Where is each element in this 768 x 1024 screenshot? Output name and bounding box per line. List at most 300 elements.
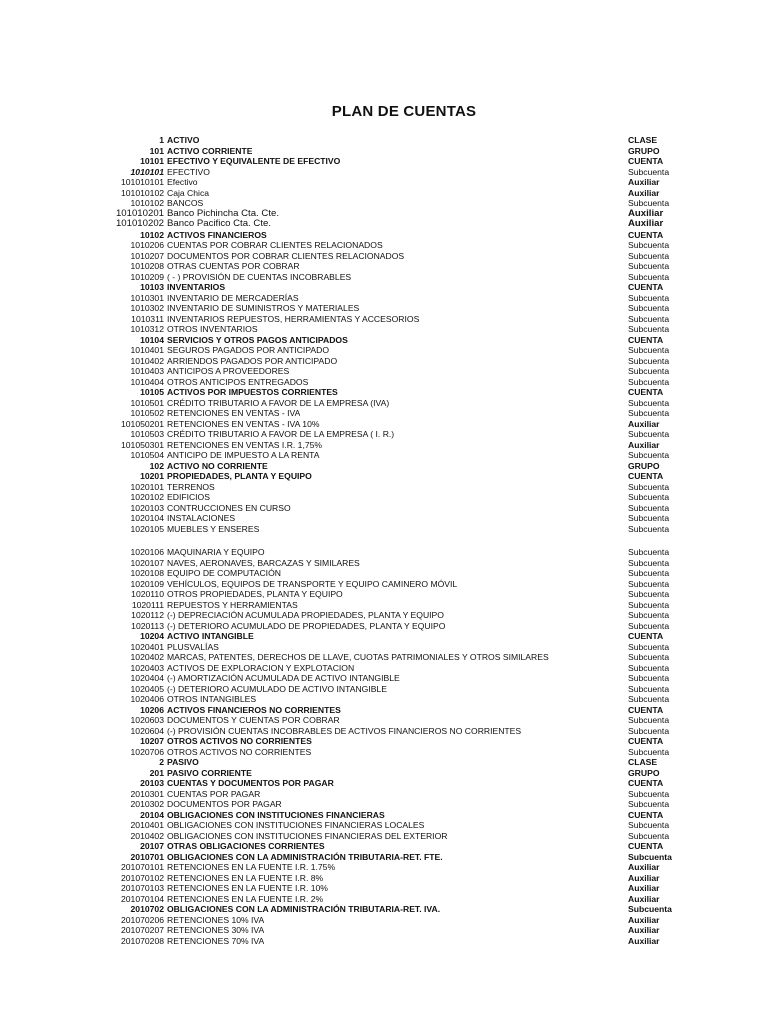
account-type: Subcuenta [628, 610, 670, 620]
account-code: 1020406 [130, 694, 164, 704]
account-code: 1 [159, 135, 164, 145]
account-row [0, 408, 768, 419]
account-type: CUENTA [628, 841, 664, 851]
account-code: 1010301 [130, 292, 164, 303]
account-row [0, 356, 768, 367]
account-row [0, 513, 768, 524]
account-description: VEHÍCULOS, EQUIPOS DE TRANSPORTE Y EQUIPO CAMINERO MÓVIL [167, 578, 458, 589]
account-description: MUEBLES Y ENSERES [167, 523, 260, 534]
account-code: 101010102 [120, 187, 164, 198]
account-description: RETENCIONES EN LA FUENTE I.R. 8% [167, 872, 324, 883]
account-row [0, 177, 768, 188]
account-row [0, 726, 768, 737]
account-row [0, 188, 768, 199]
account-description: OTRAS OBLIGACIONES CORRIENTES [167, 841, 325, 851]
account-description: INVENTARIOS REPUESTOS, HERRAMIENTAS Y ACCESORIOS [167, 313, 420, 324]
account-description: (-) DEPRECIACIÓN ACUMULADA PROPIEDADES, PLANTA Y EQUIPO [167, 610, 444, 620]
account-description: ACTIVOS POR IMPUESTOS CORRIENTES [167, 387, 338, 397]
account-code: 20104 [140, 809, 164, 820]
account-row [0, 314, 768, 325]
account-type: Auxiliar [628, 177, 660, 187]
account-row [0, 652, 768, 663]
account-code: 1020603 [130, 715, 164, 725]
account-code: 102 [149, 460, 164, 471]
account-code: 201070103 [120, 883, 164, 893]
account-type: Auxiliar [628, 418, 660, 429]
account-row [0, 219, 768, 230]
account-type: Subcuenta [628, 355, 670, 366]
account-row [0, 366, 768, 377]
account-code: 1020402 [130, 652, 164, 662]
account-type: Subcuenta [628, 429, 670, 439]
account-type: CUENTA [628, 704, 664, 715]
account-code: 10207 [140, 736, 164, 746]
account-type: Subcuenta [628, 746, 670, 757]
account-row [0, 240, 768, 251]
account-type: Auxiliar [628, 207, 664, 219]
account-code: 101010101 [120, 177, 164, 187]
account-type: Subcuenta [628, 641, 670, 652]
account-description: (-) AMORTIZACIÓN ACUMULADA DE ACTIVO INTANGIBLE [167, 673, 400, 683]
account-description: RETENCIONES 10% IVA [167, 914, 265, 925]
account-row [0, 579, 768, 590]
page-title: PLAN DE CUENTAS [331, 103, 477, 120]
account-description: RETENCIONES EN LA FUENTE I.R. 2% [167, 893, 324, 904]
account-type: Subcuenta [628, 652, 670, 662]
account-row [0, 146, 768, 157]
account-code: 201070104 [120, 893, 164, 904]
account-type: Subcuenta [628, 851, 672, 862]
account-code: 1020108 [130, 568, 164, 578]
account-type: CUENTA [628, 631, 664, 641]
account-row [0, 894, 768, 905]
account-code: 201 [149, 767, 164, 778]
account-description: PROPIEDADES, PLANTA Y EQUIPO [167, 471, 312, 481]
account-description: OTROS ACTIVOS NO CORRIENTES [167, 736, 312, 746]
account-description: CUENTAS POR PAGAR [167, 788, 261, 799]
account-description: TERRENOS [167, 481, 215, 492]
account-type: Subcuenta [628, 313, 670, 324]
account-type: CUENTA [628, 282, 664, 292]
account-type: Subcuenta [628, 376, 670, 387]
account-code: 10204 [140, 631, 164, 641]
account-code: 1020106 [130, 547, 164, 557]
account-code: 1020404 [130, 673, 164, 683]
account-description: OBLIGACIONES CON LA ADMINISTRACIÓN TRIBUTARIA-RET. FTE. [167, 851, 443, 862]
account-row [0, 862, 768, 873]
account-row [0, 841, 768, 852]
account-type: Subcuenta [628, 694, 670, 704]
account-row [0, 610, 768, 621]
account-row [0, 251, 768, 262]
account-description: DOCUMENTOS Y CUENTAS POR COBRAR [167, 715, 340, 725]
account-row [0, 778, 768, 789]
account-description: EFECTIVO Y EQUIVALENTE DE EFECTIVO [167, 156, 341, 166]
account-code: 1020104 [130, 513, 164, 523]
account-row [0, 810, 768, 821]
account-code: 1020105 [130, 523, 164, 534]
account-row [0, 471, 768, 482]
account-type: Subcuenta [628, 408, 670, 418]
account-description: OBLIGACIONES CON INSTITUCIONES FINANCIERAS DEL EXTERIOR [167, 830, 448, 841]
account-row [0, 135, 768, 146]
account-description: ( - ) PROVISIÓN DE CUENTAS INCOBRABLES [167, 271, 352, 282]
account-list [0, 135, 768, 946]
account-code: 2010301 [130, 788, 164, 799]
account-row [0, 631, 768, 642]
account-type: CUENTA [628, 809, 664, 820]
account-description: DOCUMENTOS POR COBRAR CLIENTES RELACIONADOS [167, 250, 405, 261]
account-code: 1020403 [130, 662, 164, 673]
account-type: Auxiliar [628, 862, 660, 872]
account-type: Subcuenta [628, 830, 670, 841]
account-type: Subcuenta [628, 547, 670, 557]
account-code: 1010208 [130, 261, 164, 271]
account-row [0, 335, 768, 346]
account-description: Banco Pacifico Cta. Cte. [167, 219, 271, 229]
account-description: INVENTARIO DE MERCADERÍAS [167, 292, 299, 303]
account-type: Subcuenta [628, 397, 670, 408]
account-code: 1020113 [131, 620, 164, 631]
account-description: EFECTIVO [167, 166, 210, 177]
account-description: DOCUMENTOS POR PAGAR [167, 799, 282, 809]
account-description: OTROS PROPIEDADES, PLANTA Y EQUIPO [167, 589, 343, 599]
account-code: 10102 [140, 229, 164, 240]
account-row [0, 904, 768, 915]
account-code: 1020107 [130, 557, 164, 568]
account-row [0, 167, 768, 178]
account-type: Subcuenta [628, 324, 670, 334]
account-description: ACTIVO NO CORRIENTE [167, 460, 268, 471]
account-code: 1010102 [130, 198, 164, 208]
account-type: Subcuenta [628, 450, 670, 460]
account-code: 2 [159, 757, 164, 767]
account-type: Subcuenta [628, 715, 670, 725]
account-type: Subcuenta [628, 788, 670, 799]
account-type: CUENTA [628, 736, 664, 746]
account-type: GRUPO [628, 145, 660, 156]
account-type: Auxiliar [628, 187, 660, 198]
account-row [0, 684, 768, 695]
account-description: OTROS INVENTARIOS [167, 324, 258, 334]
account-description: OBLIGACIONES CON LA ADMINISTRACIÓN TRIBUTARIA-RET. IVA. [167, 904, 441, 914]
account-row [0, 440, 768, 451]
account-row [0, 503, 768, 514]
account-description: Caja Chica [167, 187, 210, 198]
account-description: CONTRUCCIONES EN CURSO [167, 502, 291, 513]
account-code: 101010201 [115, 207, 164, 219]
account-code: 1020101 [130, 481, 164, 492]
account-row [0, 715, 768, 726]
account-code: 1010402 [130, 355, 164, 366]
account-row [0, 600, 768, 611]
account-row [0, 524, 768, 535]
account-code: 1010209 [130, 271, 164, 282]
account-description: Efectivo [167, 177, 198, 187]
account-code: 10201 [140, 471, 164, 481]
account-row [0, 198, 768, 209]
account-code: 20103 [140, 778, 164, 788]
account-description: RETENCIONES EN VENTAS I.R. 1,75% [167, 439, 323, 450]
account-code: 201070207 [120, 925, 164, 935]
account-row [0, 377, 768, 388]
account-row [0, 747, 768, 758]
account-code: 1010206 [130, 240, 164, 250]
account-type: Auxiliar [628, 914, 660, 925]
account-description: MAQUINARIA Y EQUIPO [167, 547, 265, 557]
account-type: Subcuenta [628, 166, 670, 177]
account-row [0, 345, 768, 356]
account-code: 1020604 [130, 725, 164, 736]
account-code: 1010501 [130, 397, 164, 408]
account-description: OTRAS CUENTAS POR COBRAR [167, 261, 300, 271]
account-type: Subcuenta [628, 557, 670, 568]
account-code: 1010302 [130, 303, 164, 313]
account-row [0, 852, 768, 863]
account-row [0, 799, 768, 810]
account-type: Subcuenta [628, 589, 670, 599]
account-description: SEGUROS PAGADOS POR ANTICIPADO [167, 345, 330, 355]
account-row [0, 621, 768, 632]
account-code: 1010101 [130, 166, 164, 177]
account-code: 2010401 [130, 820, 164, 830]
account-row [0, 568, 768, 579]
account-code: 101010202 [115, 218, 164, 229]
account-code: 2010402 [130, 830, 164, 841]
account-row [0, 925, 768, 936]
account-row [0, 261, 768, 272]
account-description: (-) PROVISIÓN CUENTAS INCOBRABLES DE ACTIVOS FINANCIEROS NO CORRIENTES [167, 725, 522, 736]
account-type: Subcuenta [628, 578, 670, 589]
account-code: 1020109 [130, 578, 164, 589]
account-description: ACTIVOS DE EXPLORACION Y EXPLOTACION [167, 662, 355, 673]
account-description: CRÉDITO TRIBUTARIO A FAVOR DE LA EMPRESA (IVA) [167, 397, 390, 408]
account-description: CUENTAS Y DOCUMENTOS POR PAGAR [167, 778, 334, 788]
account-code: 1020405 [130, 683, 164, 694]
account-code: 1010404 [130, 376, 164, 387]
account-type: Subcuenta [628, 725, 670, 736]
account-row [0, 883, 768, 894]
account-type: CUENTA [628, 778, 664, 788]
account-code: 1010207 [130, 250, 164, 261]
account-type: Auxiliar [628, 925, 660, 935]
account-code: 2010701 [130, 851, 164, 862]
account-code: 101 [149, 145, 164, 156]
account-type: GRUPO [628, 767, 660, 778]
account-type: Subcuenta [628, 502, 670, 513]
account-code: 1020110 [131, 589, 164, 599]
account-description: (-) DETERIORO ACUMULADO DE PROPIEDADES, PLANTA Y EQUIPO [167, 620, 446, 631]
account-description: EDIFICIOS [167, 492, 210, 502]
account-type: GRUPO [628, 460, 660, 471]
account-type: Subcuenta [628, 513, 670, 523]
account-type: CUENTA [628, 229, 664, 240]
account-row [0, 663, 768, 674]
account-row [0, 272, 768, 283]
account-description: BANCOS [167, 198, 204, 208]
account-code: 1020401 [130, 641, 164, 652]
account-description: ACTIVO [167, 135, 200, 145]
account-type: Auxiliar [628, 218, 664, 229]
account-description: PASIVO CORRIENTE [167, 767, 252, 778]
account-code: 1020112 [131, 610, 164, 620]
account-row [0, 757, 768, 768]
account-description: CUENTAS POR COBRAR CLIENTES RELACIONADOS [167, 240, 383, 250]
account-type: Subcuenta [628, 820, 670, 830]
account-code: 20107 [140, 841, 164, 851]
account-row [0, 673, 768, 684]
account-row [0, 429, 768, 440]
account-code: 10105 [140, 387, 164, 397]
account-type: Subcuenta [628, 481, 670, 492]
account-description: OTROS ACTIVOS NO CORRIENTES [167, 746, 312, 757]
account-type: Auxiliar [628, 883, 660, 893]
account-type: CLASE [628, 757, 658, 767]
account-row [0, 324, 768, 335]
account-type: Subcuenta [628, 292, 670, 303]
account-row [0, 642, 768, 653]
account-description: OTROS INTANGIBLES [167, 694, 257, 704]
account-type: Subcuenta [628, 261, 670, 271]
account-description: REPUESTOS Y HERRAMIENTAS [167, 599, 298, 610]
account-type: Subcuenta [628, 683, 670, 694]
account-row [0, 589, 768, 600]
account-row [0, 768, 768, 779]
account-code: 1010401 [130, 345, 164, 355]
account-description: ACTIVOS FINANCIEROS [167, 229, 267, 240]
account-type: Subcuenta [628, 271, 670, 282]
account-row [0, 558, 768, 569]
account-code: 1020111 [131, 599, 164, 610]
account-description: INVENTARIO DE SUMINISTROS Y MATERIALES [167, 303, 360, 313]
account-row [0, 547, 768, 558]
account-row [0, 398, 768, 409]
account-description: ACTIVO CORRIENTE [167, 145, 253, 156]
account-description: Banco Pichincha Cta. Cte. [167, 208, 279, 219]
account-type: Subcuenta [628, 673, 670, 683]
account-type: CUENTA [628, 334, 664, 345]
account-code: 101050301 [120, 439, 164, 450]
account-row [0, 873, 768, 884]
account-description: RETENCIONES 30% IVA [167, 925, 265, 935]
account-row [0, 293, 768, 304]
account-description: CRÉDITO TRIBUTARIO A FAVOR DE LA EMPRESA ( I. R.) [167, 429, 395, 439]
account-description: NAVES, AERONAVES, BARCAZAS Y SIMILARES [167, 557, 360, 568]
account-description: (-) DETERIORO ACUMULADO DE ACTIVO INTANGIBLE [167, 683, 387, 694]
account-row [0, 915, 768, 926]
account-row [0, 705, 768, 716]
account-row [0, 419, 768, 430]
account-code: 1010403 [130, 366, 164, 376]
account-code: 1010312 [130, 324, 164, 334]
account-code: 10101 [140, 156, 164, 166]
account-type: Subcuenta [628, 303, 670, 313]
account-row [0, 450, 768, 461]
account-type: Subcuenta [628, 904, 672, 914]
account-description: ANTICIPOS A PROVEEDORES [167, 366, 290, 376]
account-type: Auxiliar [628, 893, 660, 904]
account-description: RETENCIONES 70% IVA [167, 935, 265, 946]
account-code: 1020102 [130, 492, 164, 502]
account-type: Subcuenta [628, 620, 670, 631]
account-type: Subcuenta [628, 240, 670, 250]
account-code: 2010302 [130, 799, 164, 809]
account-code: 10104 [140, 334, 164, 345]
account-description: RETENCIONES EN LA FUENTE I.R. 1.75% [167, 862, 336, 872]
account-type: CUENTA [628, 387, 664, 397]
account-description: PLUSVALÍAS [167, 641, 219, 652]
account-code: 1010502 [130, 408, 164, 418]
account-description: EQUIPO DE COMPUTACIÓN [167, 568, 281, 578]
account-type: Subcuenta [628, 492, 670, 502]
account-code: 1020706 [130, 746, 164, 757]
account-type: Subcuenta [628, 250, 670, 261]
account-type: Auxiliar [628, 872, 660, 883]
account-code: 201070206 [120, 914, 164, 925]
account-description: RETENCIONES EN LA FUENTE I.R. 10% [167, 883, 328, 893]
account-code: 10103 [140, 282, 164, 292]
account-type: Subcuenta [628, 198, 670, 208]
account-type: CUENTA [628, 156, 664, 166]
account-code: 1010311 [131, 313, 164, 324]
account-description: ACTIVO INTANGIBLE [167, 631, 254, 641]
account-type: Auxiliar [628, 935, 660, 946]
account-code: 201070102 [120, 872, 164, 883]
account-type: Subcuenta [628, 345, 670, 355]
account-row [0, 492, 768, 503]
account-code: 101050201 [120, 418, 164, 429]
account-description: OTROS ANTICIPOS ENTREGADOS [167, 376, 309, 387]
account-code: 201070101 [120, 862, 164, 872]
account-description: OBLIGACIONES CON INSTITUCIONES FINANCIERAS LOCALES [167, 820, 425, 830]
account-row [0, 482, 768, 493]
account-description: RETENCIONES EN VENTAS - IVA [167, 408, 301, 418]
account-type: Subcuenta [628, 366, 670, 376]
account-type: Subcuenta [628, 799, 670, 809]
account-code: 1020103 [130, 502, 164, 513]
account-description: OBLIGACIONES CON INSTITUCIONES FINANCIERAS [167, 809, 385, 820]
account-type: Subcuenta [628, 523, 670, 534]
account-code: 10206 [140, 704, 164, 715]
account-row [0, 461, 768, 472]
account-description: SERVICIOS Y OTROS PAGOS ANTICIPADOS [167, 334, 348, 345]
account-row [0, 831, 768, 842]
account-row [0, 387, 768, 398]
account-row [0, 303, 768, 314]
account-code: 1010503 [130, 429, 164, 439]
account-code: 2010702 [130, 904, 164, 914]
account-type: Auxiliar [628, 439, 660, 450]
account-row [0, 820, 768, 831]
account-description: ARRIENDOS PAGADOS POR ANTICIPADO [167, 355, 338, 366]
account-description: RETENCIONES EN VENTAS - IVA 10% [167, 418, 320, 429]
account-row [0, 736, 768, 747]
account-row [0, 156, 768, 167]
account-row [0, 282, 768, 293]
account-code: 201070208 [120, 935, 164, 946]
account-type: CLASE [628, 135, 658, 145]
account-row [0, 694, 768, 705]
account-type: CUENTA [628, 471, 664, 481]
account-code: 1010504 [130, 450, 164, 460]
account-row [0, 230, 768, 241]
account-type: Subcuenta [628, 568, 670, 578]
account-description: ACTIVOS FINANCIEROS NO CORRIENTES [167, 704, 341, 715]
account-description: ANTICIPO DE IMPUESTO A LA RENTA [167, 450, 320, 460]
account-type: Subcuenta [628, 662, 670, 673]
account-row [0, 936, 768, 947]
account-description: INSTALACIONES [167, 513, 236, 523]
